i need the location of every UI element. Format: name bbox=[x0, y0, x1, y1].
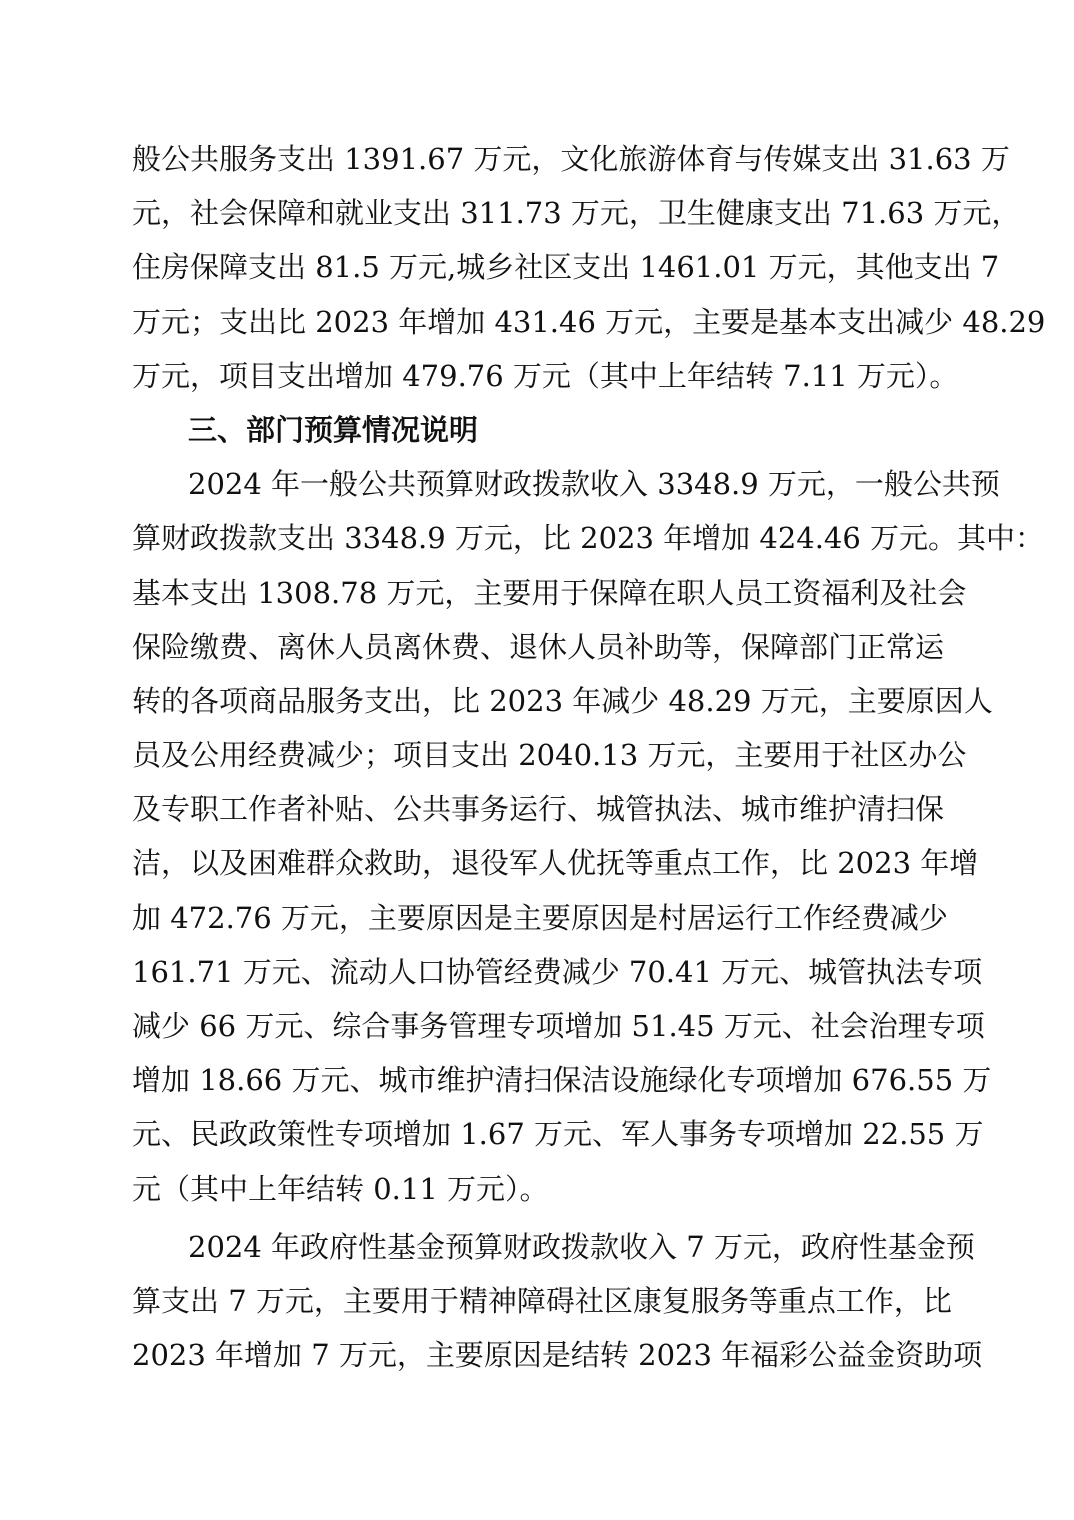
text-line: 加 472.76 万元，主要原因是主要原因是村居运行工作经费减少 bbox=[132, 900, 948, 935]
paragraph-general-budget bbox=[132, 457, 1045, 1216]
document-page bbox=[132, 132, 1046, 1382]
text-line: 及专职工作者补贴、公共事务运行、城管执法、城市维护清扫保 bbox=[132, 792, 945, 827]
text-line: 转的各项商品服务支出，比 2023 年减少 48.29 万元，主要原因人 bbox=[132, 683, 993, 718]
text-line: 减少 66 万元、综合事务管理专项增加 51.45 万元、社会治理专项 bbox=[132, 1009, 985, 1043]
text-line: 万元，项目支出增加 479.76 万元（其中上年结转 7.11 万元）。 bbox=[132, 358, 959, 393]
text-line: 2023 年增加 7 万元，主要原因是结转 2023 年福彩公益金资助项 bbox=[132, 1338, 983, 1373]
text-line: 161.71 万元、流动人口协管经费减少 70.41 万元、城管执法专项 bbox=[132, 954, 983, 989]
text-line: 算支出 7 万元，主要用于精神障碍社区康复服务等重点工作，比 bbox=[132, 1283, 952, 1318]
text-line: 般公共服务支出 1391.67 万元，文化旅游体育与传媒支出 31.63 万 bbox=[132, 142, 1010, 176]
paragraph-government-fund bbox=[132, 1220, 983, 1383]
text-line: 基本支出 1308.78 万元，主要用于保障在职人员工资福利及社会 bbox=[132, 575, 967, 610]
text-line: 元（其中上年结转 0.11 万元）。 bbox=[132, 1171, 549, 1206]
text-line: 住房保障支出 81.5 万元,城乡社区支出 1461.01 万元，其他支出 7 bbox=[132, 250, 1000, 285]
text-line: 洁，以及困难群众救助，退役军人优抚等重点工作，比 2023 年增 bbox=[132, 846, 979, 881]
text-line: 2024 年政府性基金预算财政拨款收入 7 万元，政府性基金预 bbox=[188, 1229, 975, 1264]
text-line: 元、民政政策性专项增加 1.67 万元、军人事务专项增加 22.55 万 bbox=[132, 1117, 984, 1152]
text-line: 2024 年一般公共预算财政拨款收入 3348.9 万元，一般公共预 bbox=[188, 467, 1000, 502]
section-heading: 三、部门预算情况说明 bbox=[188, 412, 479, 447]
text-line: 员及公用经费减少；项目支出 2040.13 万元，主要用于社区办公 bbox=[132, 738, 967, 773]
text-line: 保险缴费、离休人员离休费、退休人员补助等，保障部门正常运 bbox=[132, 629, 945, 664]
text-line: 万元；支出比 2023 年增加 431.46 万元，主要是基本支出减少 48.29 bbox=[132, 304, 1046, 339]
text-line: 算财政拨款支出 3348.9 万元，比 2023 年增加 424.46 万元。其中： bbox=[132, 521, 1045, 556]
text-line: 增加 18.66 万元、城市维护清扫保洁设施绿化专项增加 676.55 万 bbox=[132, 1063, 992, 1098]
text-line: 元，社会保障和就业支出 311.73 万元，卫生健康支出 71.63 万元， bbox=[132, 196, 1021, 231]
paragraph-expenditure-summary bbox=[132, 132, 1046, 403]
